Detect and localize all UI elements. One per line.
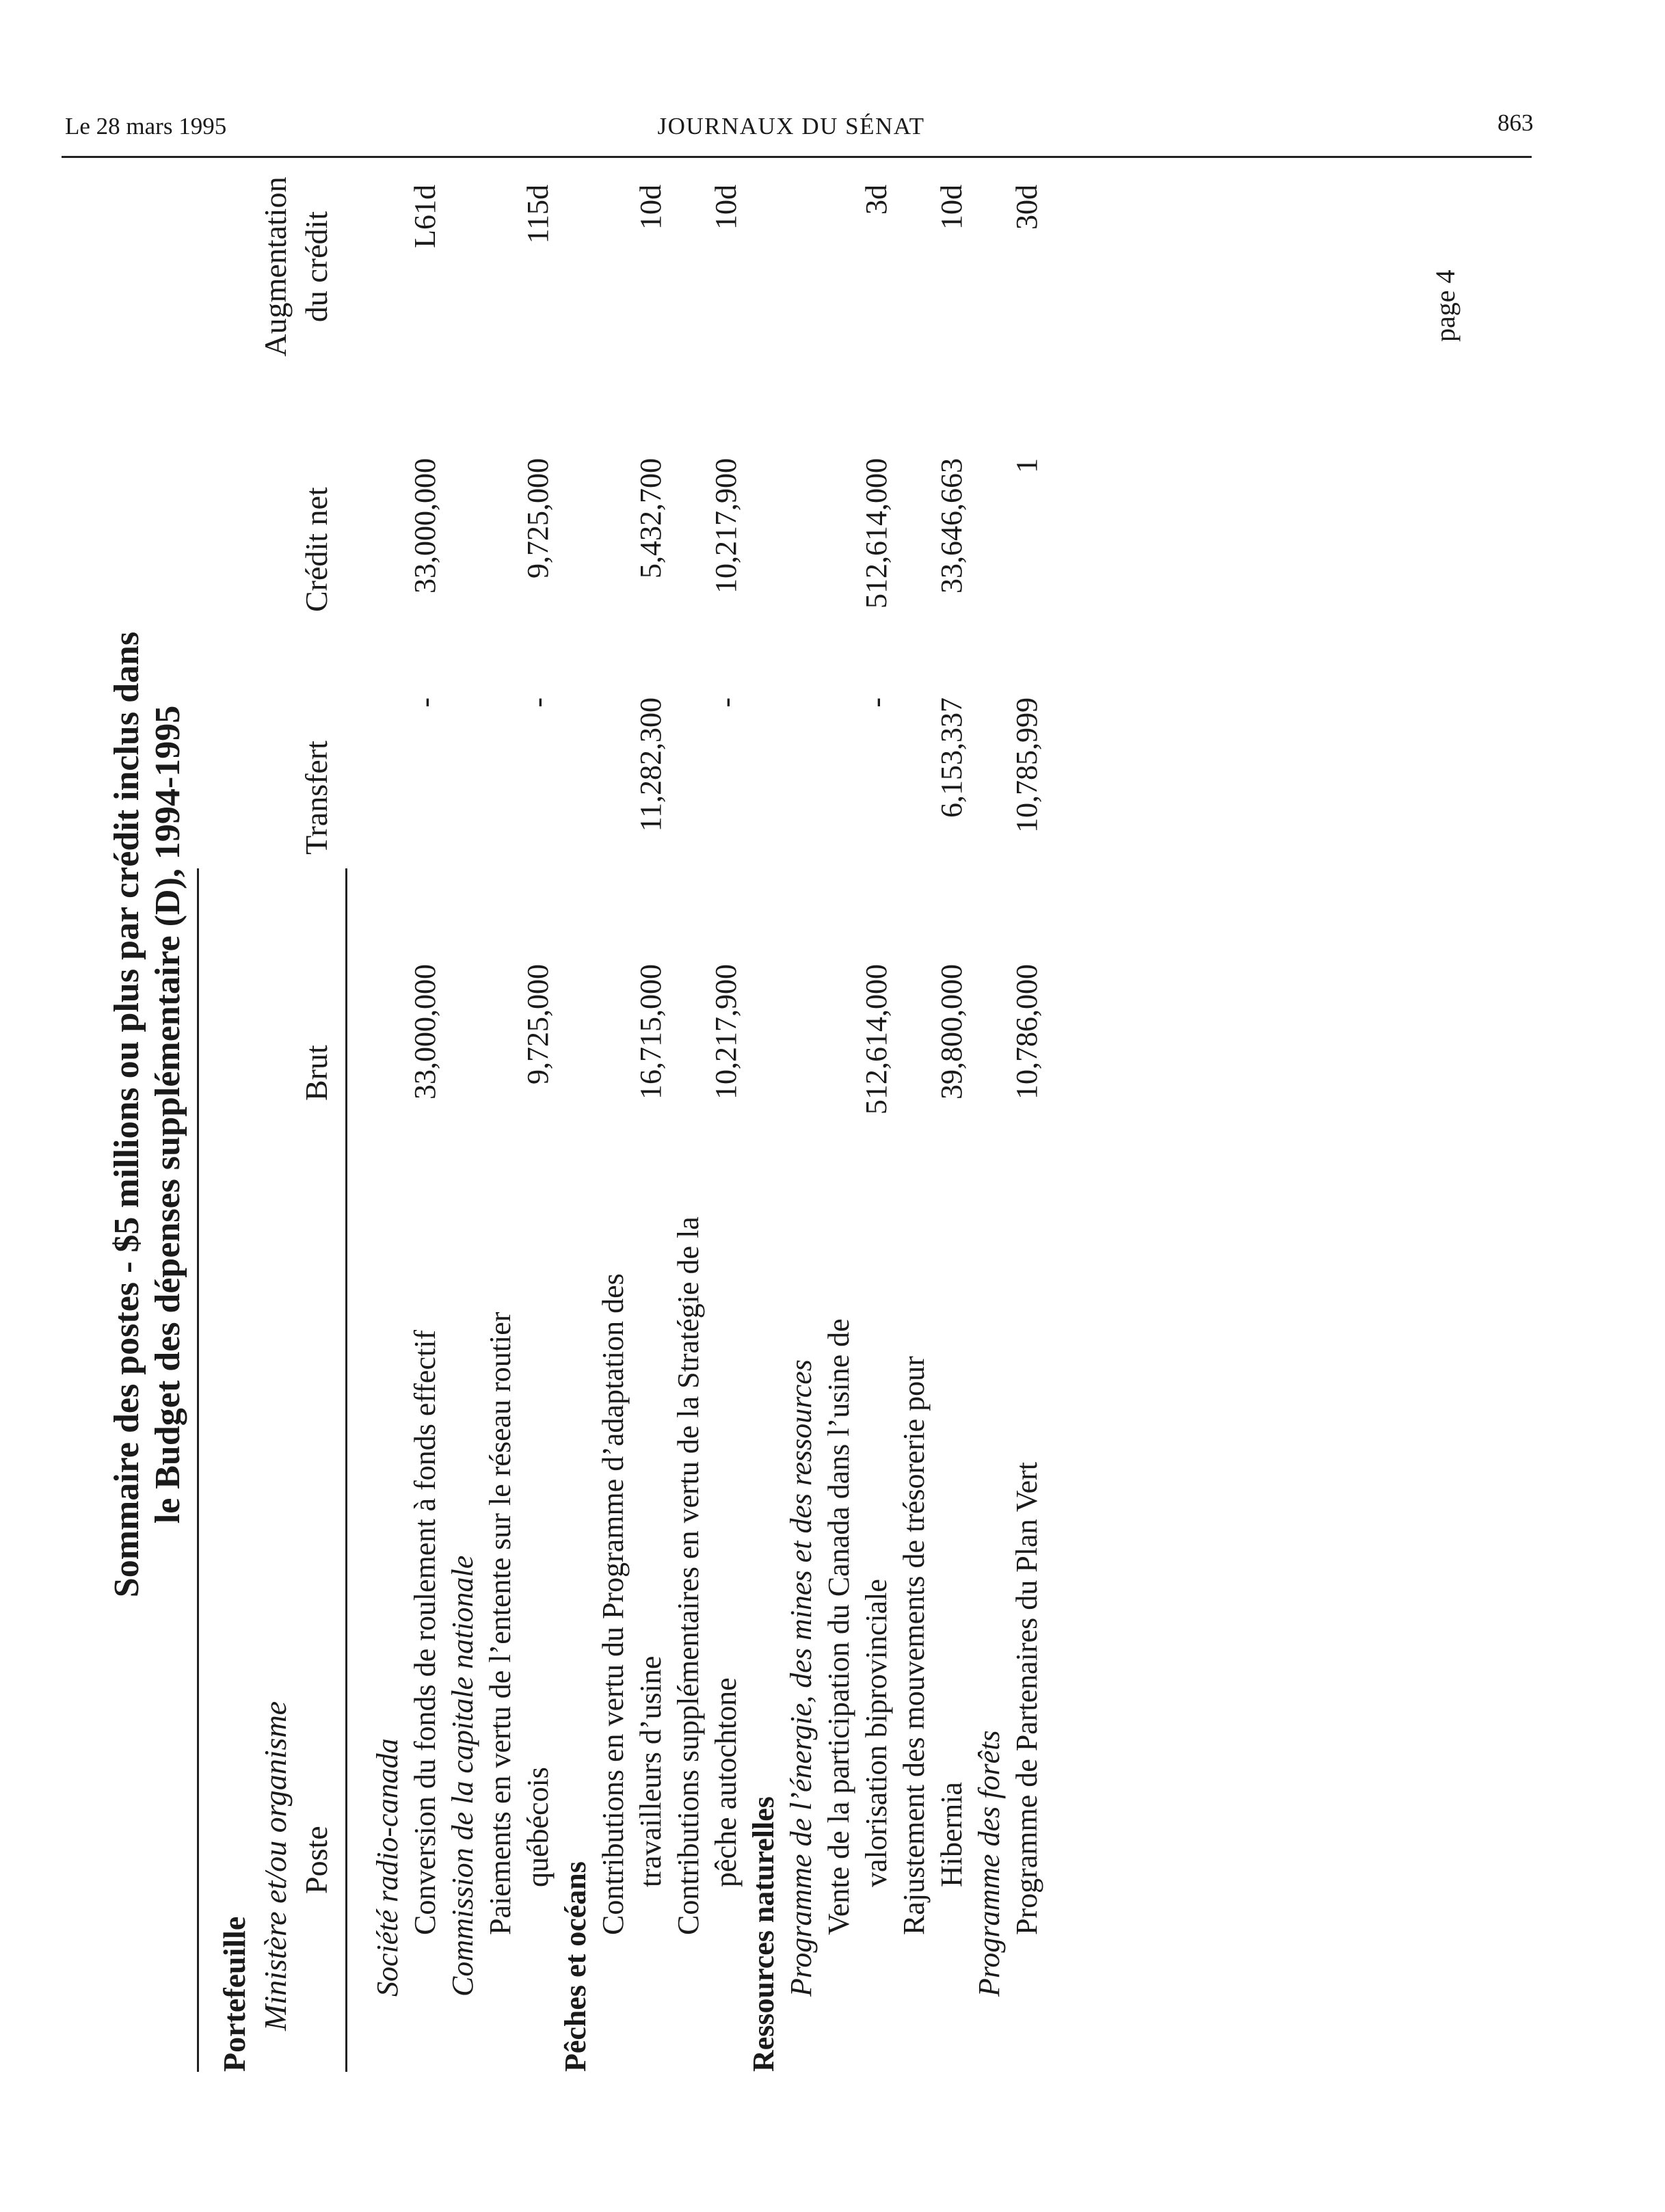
brut-value: 33,000,000 (408, 964, 442, 1100)
col-brut: Brut (299, 1045, 334, 1101)
aug-value: 30d (1010, 185, 1043, 230)
aug-value: 3d (860, 185, 893, 215)
col-ministere: Ministère et/ou organisme (258, 1701, 293, 2031)
item-text: Rajustement des mouvements de trésorerie pour (897, 1356, 931, 1935)
portfolio-label: Pêches et océans (559, 1861, 592, 2072)
net-value: 33,646,663 (935, 458, 968, 594)
table-top-rule (197, 868, 199, 2072)
rotated-table (107, 157, 1559, 2072)
item-text: Paiements en vertu de l’entente sur le réseau routier (483, 1311, 517, 1935)
transfert-value: 6,153,337 (935, 697, 968, 818)
col-augmentation-1: Augmentation (258, 176, 293, 357)
aug-value: L61d (408, 185, 442, 248)
header-date: Le 28 mars 1995 (65, 113, 227, 139)
brut-value: 10,217,900 (709, 964, 743, 1100)
col-poste: Poste (299, 1826, 334, 1894)
item-text: Vente de la participation du Canada dans l’usine de (822, 1318, 855, 1935)
item-text-cont: québécois (521, 1767, 555, 1887)
item-text: Contributions supplémentaires en vertu de la Stratégie de la (671, 1216, 705, 1935)
page-label: page 4 (1430, 269, 1461, 342)
brut-value: 39,800,000 (935, 964, 968, 1100)
col-transfert: Transfert (299, 741, 334, 855)
net-value: 9,725,000 (521, 458, 555, 578)
item-text: Contributions en vertu du Programme d’adaptation des (596, 1273, 630, 1935)
col-portefeuille: Portefeuille (217, 1916, 252, 2072)
org-label: Société radio-canada (371, 1738, 404, 1997)
item-text-cont: travailleurs d’usine (634, 1655, 667, 1887)
page-number: 863 (1497, 109, 1534, 136)
journal-title: JOURNAUX DU SÉNAT (657, 113, 925, 139)
net-value: 5,432,700 (634, 458, 667, 578)
table-title-line2: le Budget des dépenses supplémentaire (D), 1994-1995 (148, 705, 187, 1524)
table-title-line1: Sommaire des postes - $5 millions ou plus par crédit inclus dans (107, 631, 146, 1598)
net-value: 33,000,000 (408, 458, 442, 594)
transfert-value: - (709, 697, 743, 708)
transfert-value: 10,785,999 (1010, 697, 1043, 833)
brut-value: 9,725,000 (521, 964, 555, 1084)
col-credit-net: Crédit net (299, 487, 334, 612)
org-label: Programme des forêts (972, 1730, 1006, 1997)
aug-value: 115d (521, 185, 555, 244)
table-header-rule (345, 868, 347, 2072)
net-value: 1 (1010, 458, 1043, 473)
transfert-value: 11,282,300 (634, 697, 667, 832)
item-text: Conversion du fonds de roulement à fonds effectif (408, 1329, 442, 1935)
net-value: 512,614,000 (860, 458, 893, 609)
transfert-value: - (521, 697, 555, 708)
item-text-cont: pêche autochtone (709, 1677, 743, 1887)
brut-value: 512,614,000 (860, 964, 893, 1115)
item-text: Programme de Partenaires du Plan Vert (1010, 1461, 1043, 1935)
col-augmentation-2: du crédit (299, 211, 334, 323)
brut-value: 16,715,000 (634, 964, 667, 1100)
transfert-value: - (408, 697, 442, 708)
aug-value: 10d (709, 185, 743, 230)
org-label: Commission de la capitale nationale (446, 1555, 479, 1997)
org-label: Programme de l’énergie, des mines et des ressources (784, 1359, 818, 1997)
net-value: 10,217,900 (709, 458, 743, 594)
aug-value: 10d (935, 185, 968, 230)
transfert-value: - (860, 697, 893, 708)
aug-value: 10d (634, 185, 667, 230)
brut-value: 10,786,000 (1010, 964, 1043, 1100)
item-text-cont: valorisation biprovinciale (860, 1579, 893, 1887)
portfolio-label: Ressources naturelles (747, 1796, 780, 2072)
item-text-cont: Hibernia (935, 1782, 968, 1887)
